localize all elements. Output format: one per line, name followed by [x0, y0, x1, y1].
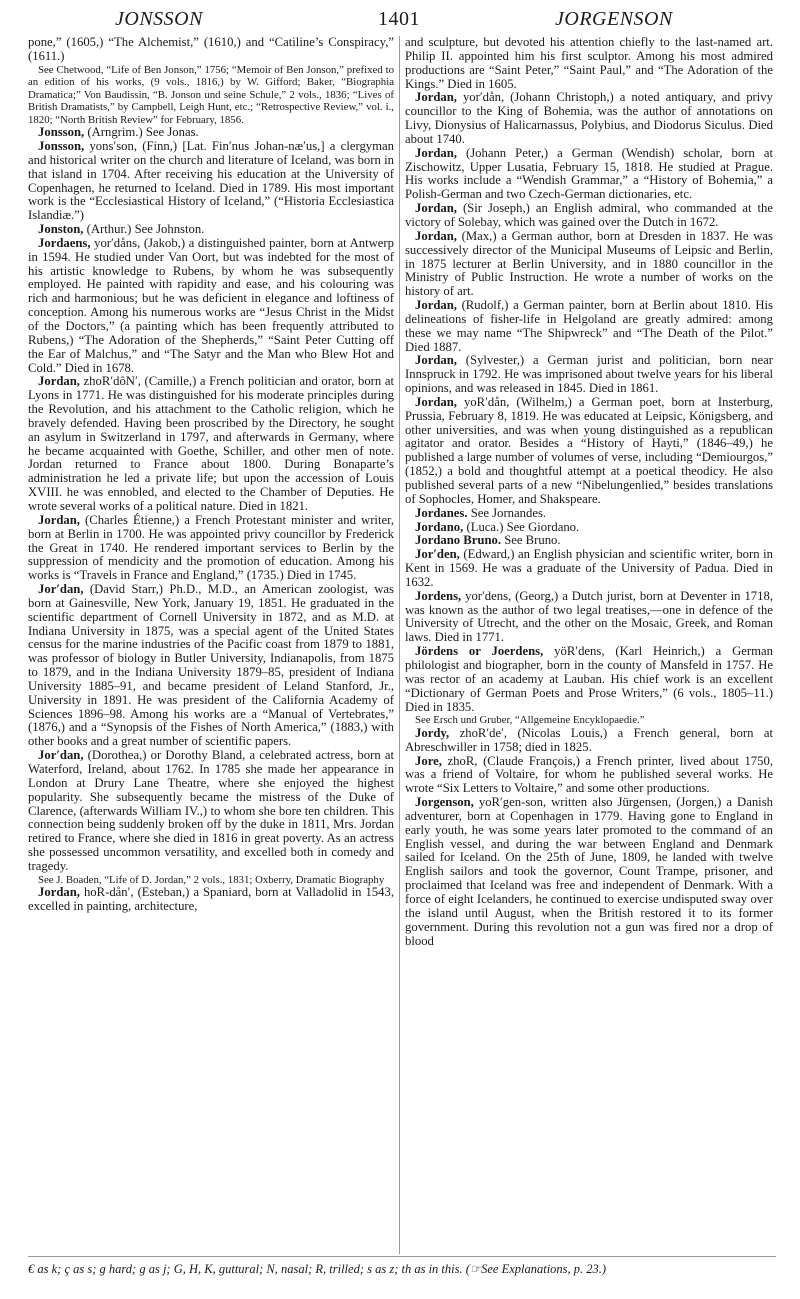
entry-headword: Jore,	[415, 753, 442, 768]
dictionary-entry	[28, 140, 394, 223]
dictionary-entry	[405, 534, 773, 548]
entry-text: yöR′dens, (Karl Heinrich,) a German philologist and biographer, born in the county of Mansfeld in 1757. He was rector of an academy at Lauban. His chief work is an excellent “Dictionary of German Poets and Prose Writers,” (6 vols., 1805–11.) Died in 1835.	[405, 644, 773, 714]
entry-text: See J. Boaden, “Life of D. Jordan,” 2 vols., 1831; Oxberry, Dramatic Biography	[38, 873, 385, 886]
entry-headword: Jordanes.	[415, 505, 468, 520]
dictionary-entry	[405, 147, 773, 202]
header-right-word: JORGENSON	[555, 8, 673, 30]
dictionary-entry	[28, 36, 394, 64]
dictionary-entry	[405, 507, 773, 521]
entry-text: See Jornandes.	[467, 505, 547, 520]
entry-text: yor′dens, (Georg,) a Dutch jurist, born at Deventer in 1718, was known as the author of two legal treatises,—one in defence of the University of Utrecht, and the other on the Mosaic, Greek, and Roman laws. Died in 1771.	[405, 588, 773, 645]
dictionary-entry	[405, 796, 773, 948]
page-number: 1401	[378, 8, 420, 30]
dictionary-entry	[405, 230, 773, 299]
entry-text: (Luca.) See Giordano.	[463, 519, 580, 534]
entry-text: See Bruno.	[501, 533, 561, 548]
reference-note	[28, 64, 394, 127]
entry-headword: Jordan,	[415, 298, 457, 313]
dictionary-entry	[405, 645, 773, 714]
dictionary-entry	[405, 727, 773, 755]
header-left-word: JONSSON	[115, 8, 203, 30]
entry-text: yoR′dån, (Wilhelm,) a German poet, born at Insterburg, Prussia, February 8, 1819. He was educated at Leipsic, Königsberg, and other universities, and was when young distinguished as a republican agitator and orator. Besides a “History of Hayti,” (1846–49,) he published a large number of volumes of verse, including “Demiourgos,” (1852,) a bold and thoughtful attempt at a poetical theodicy. He also published several parts of a new “Nibelungenlied,” besides translations of Sophocles, Homer, and Shakspeare.	[405, 394, 773, 506]
dictionary-entry	[28, 514, 394, 583]
entry-text: (Sir Joseph,) an English admiral, who commanded at the victory of Solebay, which was gained over the Dutch in 1672.	[405, 201, 773, 229]
entry-headword: Jordens,	[415, 588, 462, 603]
dictionary-entry	[405, 755, 773, 797]
entry-headword: Jördens or Joerdens,	[415, 644, 544, 659]
entry-text: zhoR′dôN′, (Camille,) a French politician and orator, born at Lyons in 1771. He was distinguished for his moderate principles during the Revolution, and his attachment to the Catholic religion, which he bravely defended. Having been proscribed by the Directory, he sought an asylum in Switzerland in 1797, and afterwards in Germany, where he became acquainted with Goethe, Schiller, and other men of note. Jordan returned to France about 1800. During Bonaparte’s administration he led a private life; but upon the accession of Louis XVIII. he was ennobled, and elected to the Chamber of Deputies. He wrote several works of a political nature. Died in 1821.	[28, 374, 394, 513]
dictionary-entry	[405, 590, 773, 645]
entry-headword: Jordano Bruno.	[415, 533, 502, 548]
dictionary-entry	[405, 521, 773, 535]
column-divider	[399, 36, 400, 1254]
entry-text: zhoR′de′, (Nicolas Louis,) a French general, born at Abreschwiller in 1758; died in 1825.	[405, 725, 773, 754]
entry-text: (Arngrim.) See Jonas.	[84, 125, 199, 140]
entry-headword: Jordan,	[415, 228, 457, 243]
entry-headword: Jordaens,	[38, 235, 91, 250]
entry-text: See Chetwood, “Life of Ben Jonson,” 1756; “Memoir of Ben Jonson,” prefixed to an edition of his works, (9 vols., 1816,) by W. Gifford; Baker, “Biographia Dramatica;” Von Baudissin, “B. Jonson und seine Schule,” 2 vols., 1836; “Lives of British Dramatists,” by Campbell, Leigh Hunt, etc.; “Retrospective Review,” vol. i., 1820; “North British Review” for February, 1856.	[28, 63, 394, 126]
entry-text: (Sylvester,) a German jurist and politician, born near Innspruck in 1792. He was imprisoned about twelve years for his liberal opinions, and was released in 1845. Died in 1861.	[405, 353, 773, 396]
dictionary-entry	[28, 223, 394, 237]
dictionary-entry	[405, 354, 773, 396]
dictionary-entry	[405, 202, 773, 230]
entry-text: (Rudolf,) a German painter, born at Berlin about 1810. His delineations of fisher-life in Helgoland are greatly admired: among these we may name “The Shipwreck” and “The Death of the Pilot.” Died 1887.	[405, 298, 773, 354]
dictionary-entry	[405, 36, 773, 91]
dictionary-entry	[405, 91, 773, 146]
entry-headword: Jorgenson,	[415, 795, 474, 810]
entry-text: (Charles Étienne,) a French Protestant minister and writer, born at Berlin in 1700. He was appointed privy councillor by Frederick the Great in 1740. He rendered important services to Berlin by the suppression of mendicity and the promotion of education. Among his works is “Travels in France and England,” (1735.) Died in 1745.	[28, 512, 394, 583]
left-column	[28, 36, 394, 914]
entry-text: zhoR, (Claude François,) a French printer, lived about 1750, was a friend of Voltaire, for whom he published several works. He wrote “Six Letters to Voltaire,” and some other productions.	[405, 753, 773, 796]
entry-text: and sculpture, but devoted his attention chiefly to the last-named art. Philip II. appointed him his first sculptor. Among his most admired productions are “Saint Peter,” “Saint Paul,” and “The Adoration of the Kings.” Died in 1605.	[405, 35, 773, 91]
entry-headword: Jordan,	[415, 201, 457, 216]
entry-text: yor′dån, (Johann Christoph,) a noted antiquary, and privy councillor to the King of Bohemia, was the author of annotations on Livy, Dionysius of Halicarnassus, Polybius, and Diodorus Siculus. Died about 1740.	[405, 90, 773, 146]
entry-headword: Jonsson,	[38, 139, 85, 154]
dictionary-entry	[28, 375, 394, 513]
entry-headword: Jordan,	[38, 512, 80, 527]
entry-text: hoR-dån′, (Esteban,) a Spaniard, born at Valladolid in 1543, excelled in painting, architecture,	[28, 885, 394, 914]
entry-headword: Jordan,	[415, 394, 457, 409]
entry-text: yor′dåns, (Jakob,) a distinguished painter, born at Antwerp in 1594. He studied under Van Oort, but was indebted for the most of his artistic knowledge to Rubens, by whom he was subsequently employed. He painted with rapidity and ease, and his colouring was rich and harmonious; but he was deficient in elegance and loftiness of conception. Among his numerous works are “Jesus Christ in the Midst of the Doctors,” (a painting which has been frequently attributed to Rubens,) “The Adoration of the Shepherds,” “Saint Peter Cutting off the Ear of Malchus,” and “The Satyr and the Man who Blew Hot and Cold.” Died in 1678.	[28, 235, 394, 375]
entry-headword: Jordan,	[415, 145, 457, 160]
dictionary-entry	[28, 237, 394, 375]
dictionary-entry	[405, 299, 773, 354]
entry-headword: Jordan,	[38, 374, 80, 389]
pronunciation-key-footer: € as k; ç as s; g hard; g as j; G, H, K, guttural; N, nasal; R, trilled; s as z; th as in this. (☞See Explanations, p. 23.)	[28, 1256, 776, 1277]
page-header	[0, 6, 800, 36]
entry-headword: Jor′den,	[415, 547, 460, 562]
entry-headword: Jonston,	[38, 222, 84, 237]
entry-headword: Jordan,	[38, 885, 80, 900]
entry-headword: Jordano,	[415, 519, 464, 534]
entry-text: (Arthur.) See Johnston.	[83, 222, 205, 237]
entry-text: yons′son, (Finn,) [Lat. Fin′nus Johan-næ′us,] a clergyman and historical writer on the church and literature of Iceland, was born in that island in 1704. After receiving his education at the University of Copenhagen, he returned to Iceland. Died in 1789. His most important work is the “Ecclesiastical History of Iceland,” (“Historia Ecclesiastica Islandiæ.”)	[28, 139, 394, 223]
entry-text: (Dorothea,) or Dorothy Bland, a celebrated actress, born at Waterford, Ireland, about 1762. In 1785 she made her appearance in London at Drury Lane Theatre, where she enjoyed the highest popularity. She subsequently became the mistress of the Duke of Clarence, (afterwards William IV.,) to whom she bore ten children. This connection being suddenly broken off by the duke in 1811, Mrs. Jordan retired to France, where she died in 1816 in great poverty. As an actress she possessed uncommon versatility, and excelled both in comedy and tragedy.	[28, 748, 394, 873]
dictionary-entry	[28, 886, 394, 914]
entry-text: (Johann Peter,) a German (Wendish) scholar, born at Zischowitz, Upper Lusatia, February 15, 1818. He studied at Prague. His works include a “Wendish Grammar,” a “History of Bohemia,” a Polish-German and two Czech-German dictionaries, etc.	[405, 145, 773, 202]
entry-headword: Jordy,	[415, 725, 450, 740]
entry-headword: Jordan,	[415, 90, 457, 105]
entry-headword: Jonsson,	[38, 125, 85, 140]
right-column	[405, 36, 773, 948]
dictionary-entry	[28, 583, 394, 749]
entry-text: (David Starr,) Ph.D., M.D., an American zoologist, was born at Gainesville, New York, January 19, 1851. He graduated in the scientific department of Cornell University in 1872, and as M.D. at Indiana University in 1875, was a special agent of the United States census for the marine industries of the Pacific coast from 1879 to 1881, was professor of biology in Butler University, Indianapolis, from 1875 to 1879, and in the Indiana University 1879–85, president of Indiana University 1885–91, and became president of Leland Stanford, Jr., University in 1891. He was president of the California Academy of Sciences 1896–98. Among his works are a “Manual of Vertebrates,” (1876,) and a “Synopsis of the Fishes of North America,” (1883,) with other books and a great number of scientific papers.	[28, 582, 394, 749]
dictionary-entry	[405, 396, 773, 507]
dictionary-entry	[28, 126, 394, 140]
entry-text: yoR′gen-son, written also Jürgensen, (Jorgen,) a Danish adventurer, born at Copenhagen in 1779. Having gone to England in early youth, he was some years later promoted to the command of an English vessel, and during the war between England and Denmark sailed for Iceland. On the 25th of June, 1809, he landed with twelve English sailors and took the governor, Count Trampe, prisoner, and proclaimed that Iceland was free and independent of Denmark. With a force of eight Icelanders, he continued to exercise undisputed sway over the island until August, when the British restored it to its former government. During this revolution not a gun was fired nor a drop of blood	[405, 795, 773, 948]
entry-text: (Edward,) an English physician and scientific writer, born in Kent in 1569. He was a graduate of the University of Padua. Died in 1632.	[405, 547, 773, 589]
dictionary-entry	[405, 548, 773, 590]
entry-headword: Jor′dan,	[38, 582, 84, 597]
entry-headword: Jor′dan,	[38, 748, 84, 763]
entry-text: pone,” (1605,) “The Alchemist,” (1610,) and “Catiline’s Conspiracy,” (1611.)	[28, 35, 394, 63]
entry-text: See Ersch und Gruber, “Allgemeine Encyklopaedie.”	[415, 714, 645, 727]
dictionary-entry	[28, 749, 394, 874]
entry-headword: Jordan,	[415, 353, 457, 368]
entry-text: (Max,) a German author, born at Dresden in 1837. He was successively director of the Municipal Museums of Leipsic and Berlin, in 1875 lecturer at Berlin University, and in 1880 councillor in the Ministry of Public Instruction. He wrote a number of works on the history of art.	[405, 228, 773, 299]
